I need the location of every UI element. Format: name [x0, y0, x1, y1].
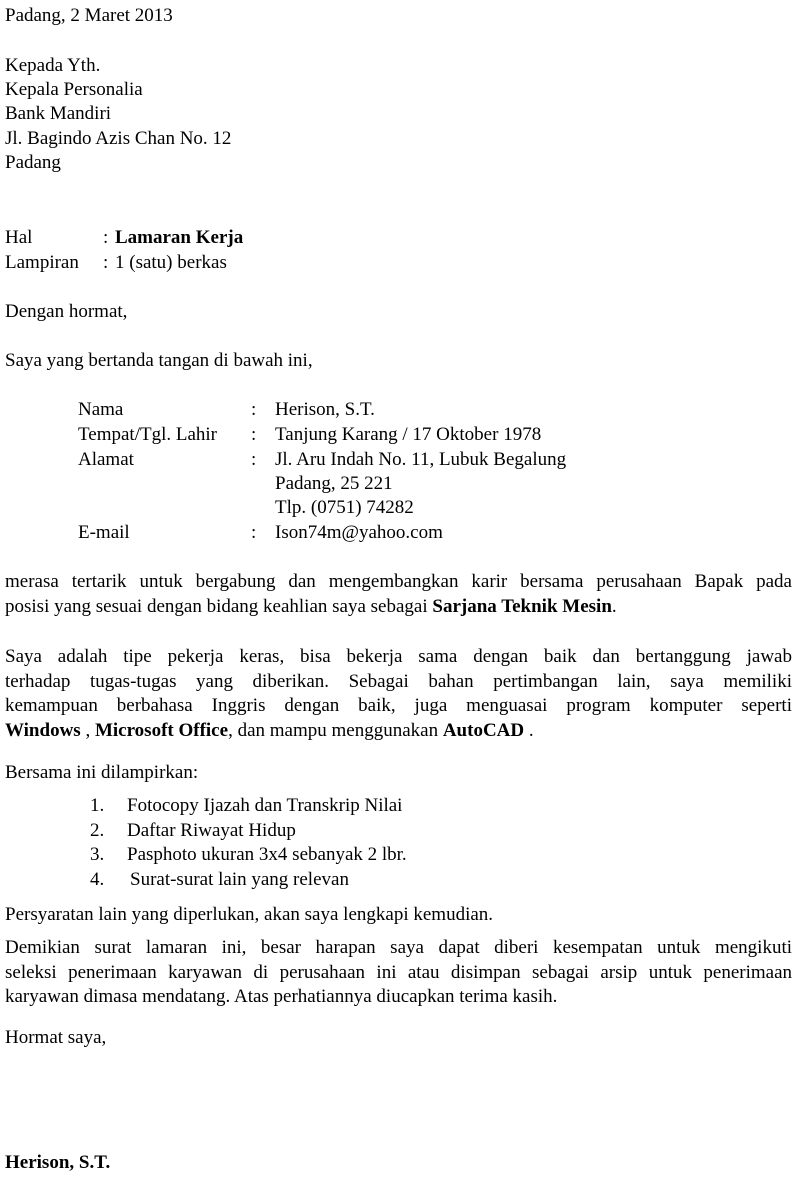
attachment-item: Surat-surat lain yang relevan [130, 869, 349, 890]
ttl-label: Tempat/Tgl. Lahir [78, 424, 218, 445]
paragraph-line: kemampuan berbahasa Inggris dengan baik, juga menguasai program komputer seperti [5, 695, 792, 716]
recipient-line: Padang [5, 152, 61, 173]
nama-value: Herison, S.T. [275, 399, 375, 420]
hal-label: Hal [5, 227, 33, 248]
text-span: posisi yang sesuai dengan bidang keahlian saya sebagai [5, 595, 433, 617]
nama-colon: : [251, 399, 257, 420]
paragraph-line: Demikian surat lamaran ini, besar harapan saya dapat diberi kesempatan untuk mengikuti [5, 937, 792, 958]
email-label: E-mail [78, 522, 130, 543]
paragraph-line: terhadap tugas-tugas yang diberikan. Sebagai bahan pertimbangan lain, saya memiliki [5, 670, 792, 692]
paragraph-interest [5, 570, 792, 619]
recipient-line: Jl. Bagindo Azis Chan No. 12 [5, 128, 232, 149]
closing-text: Hormat saya, [5, 1027, 107, 1048]
paragraph-line [5, 595, 792, 620]
text-span: . [611, 595, 617, 617]
paragraph-line: seleksi penerimaan karyawan di perusahaan ini atau disimpan sebagai arsip untuk penerimaan [5, 961, 792, 983]
attachment-number: 4. [90, 869, 105, 890]
paragraph-line [5, 719, 792, 744]
attachment-number: 1. [90, 795, 105, 816]
paragraph-line: Saya adalah tipe pekerja keras, bisa bekerja sama dengan baik dan bertanggung jawab [5, 646, 792, 667]
ttl-value: Tanjung Karang / 17 Oktober 1978 [275, 424, 542, 445]
text-span: . [524, 719, 534, 741]
recipient-greeting: Kepada Yth. [5, 55, 101, 76]
attachment-item: Daftar Riwayat Hidup [127, 820, 296, 841]
lampiran-colon: : [103, 252, 109, 273]
attachment-number: 3. [90, 844, 105, 865]
lampiran-value: 1 (satu) berkas [115, 252, 227, 273]
skill-text: Windows [5, 719, 81, 741]
date-place: Padang, 2 Maret 2013 [5, 5, 173, 26]
skill-text: AutoCAD [442, 719, 525, 741]
intro-text: Saya yang bertanda tangan di bawah ini, [5, 350, 313, 371]
recipient-line: Kepala Personalia [5, 79, 143, 100]
paragraph-line: karyawan dimasa mendatang. Atas perhatiannya diucapkan terima kasih. [5, 986, 558, 1007]
attachment-item: Fotocopy Ijazah dan Transkrip Nilai [127, 795, 403, 816]
nama-label: Nama [78, 399, 124, 420]
skill-text: Microsoft Office [94, 719, 229, 741]
recipient-line: Bank Mandiri [5, 103, 112, 124]
text-span: , dan mampu menggunakan [228, 719, 443, 741]
paragraph-requirements: Persyaratan lain yang diperlukan, akan saya lengkapi kemudian. [5, 904, 494, 925]
paragraph-closing [5, 936, 792, 1010]
paragraph-skills [5, 645, 792, 743]
alamat-colon: : [251, 449, 257, 470]
attachment-number: 2. [90, 820, 105, 841]
alamat-label: Alamat [78, 449, 134, 470]
lampiran-label: Lampiran [5, 252, 79, 273]
email-value: Ison74m@yahoo.com [275, 522, 443, 543]
signature-name: Herison, S.T. [5, 1152, 111, 1173]
alamat-value: Tlp. (0751) 74282 [275, 497, 414, 518]
ttl-colon: : [251, 424, 257, 445]
attachment-item: Pasphoto ukuran 3x4 sebanyak 2 lbr. [127, 844, 407, 865]
alamat-value: Padang, 25 221 [275, 473, 393, 494]
salutation: Dengan hormat, [5, 301, 128, 322]
email-colon: : [251, 522, 257, 543]
paragraph-line: merasa tertarik untuk bergabung dan mengembangkan karir bersama perusahaan Bapak pada [5, 571, 792, 592]
alamat-value: Jl. Aru Indah No. 11, Lubuk Begalung [275, 449, 567, 470]
attachments-intro: Bersama ini dilampirkan: [5, 762, 199, 783]
hal-value: Lamaran Kerja [115, 227, 244, 248]
hal-colon: : [103, 227, 109, 248]
degree-text: Sarjana Teknik Mesin [432, 595, 612, 617]
text-span: , [80, 719, 95, 741]
